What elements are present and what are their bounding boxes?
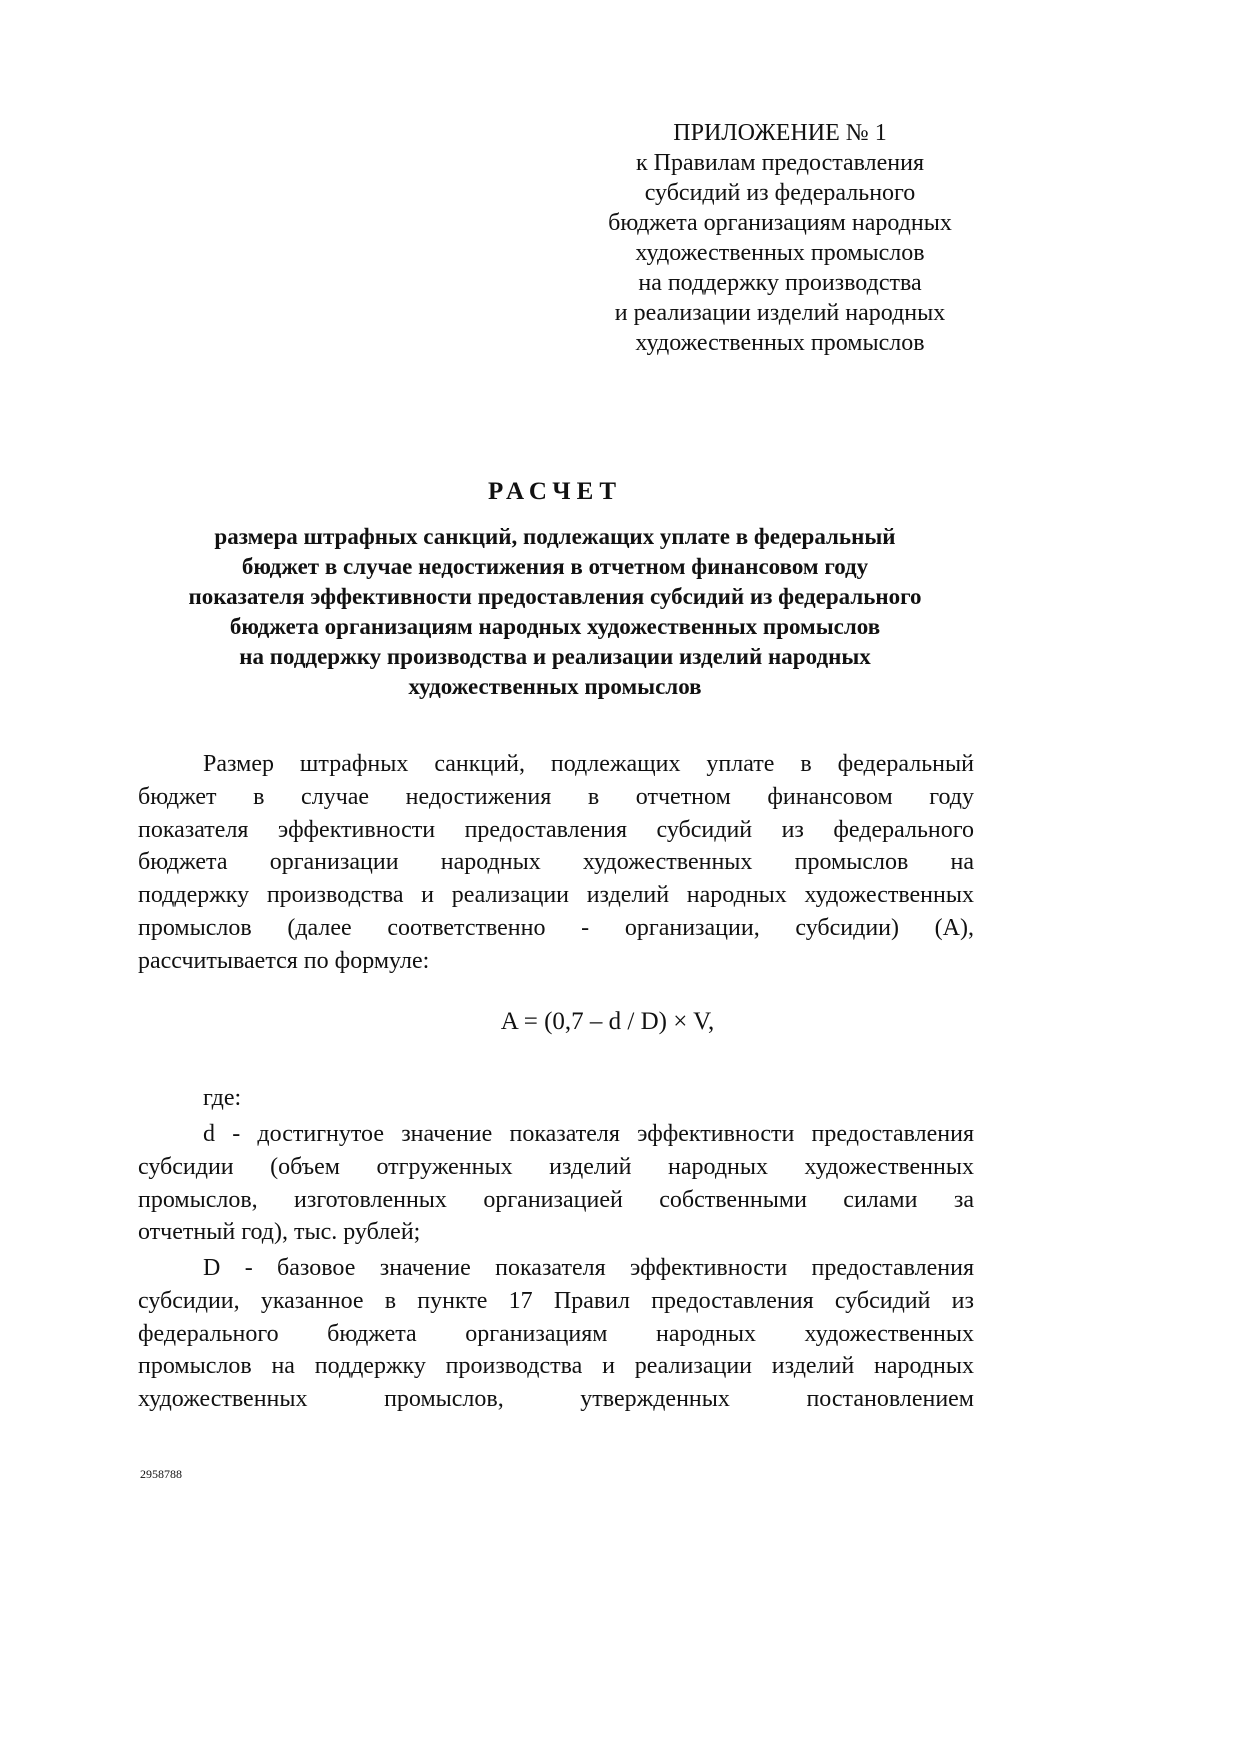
intro-line: бюджет в случае недостижения в отчетном финансовом году — [138, 783, 974, 810]
document-title: РАСЧЕТ — [487, 478, 622, 505]
subtitle-line: на поддержку производства и реализации изделий народных — [239, 644, 871, 669]
appendix-line: субсидий из федерального — [644, 180, 916, 206]
definition-d-line: промыслов, изготовленных организацией собственными силами за — [138, 1186, 974, 1213]
definition-D-line: федерального бюджета организациям народных художественных — [138, 1320, 974, 1347]
intro-line: показателя эффективности предоставления субсидий из федерального — [138, 816, 974, 843]
definition-D-line: промыслов на поддержку производства и реализации изделий народных — [138, 1353, 974, 1380]
document-number: 2958788 — [140, 1467, 182, 1481]
subtitle-line: художественных промыслов — [408, 674, 702, 699]
appendix-line: к Правилам предоставления — [635, 150, 925, 176]
appendix-line: художественных промыслов — [635, 240, 925, 266]
definition-d-paragraph — [138, 1118, 974, 1249]
subtitle-line: показателя эффективности предоставления субсидий из федерального — [188, 584, 922, 609]
intro-line: бюджета организации народных художественных промыслов на — [138, 849, 974, 876]
definition-d-line: отчетный год), тыс. рублей; — [138, 1219, 421, 1246]
appendix-line: бюджета организациям народных — [608, 210, 952, 236]
definition-D-line: субсидии, указанное в пункте 17 Правил предоставления субсидий из — [138, 1287, 974, 1314]
subtitle-line: бюджет в случае недостижения в отчетном финансовом году — [241, 554, 869, 579]
definition-D-paragraph — [138, 1252, 974, 1416]
subtitle-line: размера штрафных санкций, подлежащих уплате в федеральный — [214, 524, 896, 549]
definition-d-line: субсидии (объем отгруженных изделий народных художественных — [138, 1153, 974, 1180]
intro-paragraph — [138, 748, 974, 978]
definition-D-line: художественных промыслов, утвержденных постановлением — [138, 1386, 974, 1413]
appendix-line: и реализации изделий народных — [614, 300, 946, 326]
appendix-header — [570, 118, 990, 358]
where-label: где: — [203, 1085, 242, 1111]
intro-line: промыслов (далее соответственно - организации, субсидии) (А), — [138, 914, 974, 941]
appendix-line: художественных промыслов — [635, 330, 925, 356]
penalty-formula: A = (0,7 – d / D) × V, — [500, 1008, 715, 1035]
intro-line: рассчитывается по формуле: — [138, 947, 430, 974]
appendix-line: на поддержку производства — [638, 270, 922, 296]
intro-line: Размер штрафных санкций, подлежащих уплате в федеральный — [203, 751, 974, 777]
definition-D-line: D - базовое значение показателя эффективности предоставления — [203, 1255, 974, 1281]
document-subtitle — [0, 522, 1110, 702]
appendix-line: ПРИЛОЖЕНИЕ № 1 — [673, 120, 887, 146]
subtitle-line: бюджета организациям народных художественных промыслов — [229, 614, 881, 639]
intro-line: поддержку производства и реализации изделий народных художественных — [138, 882, 974, 909]
definition-d-line: d - достигнутое значение показателя эффективности предоставления — [203, 1121, 974, 1147]
